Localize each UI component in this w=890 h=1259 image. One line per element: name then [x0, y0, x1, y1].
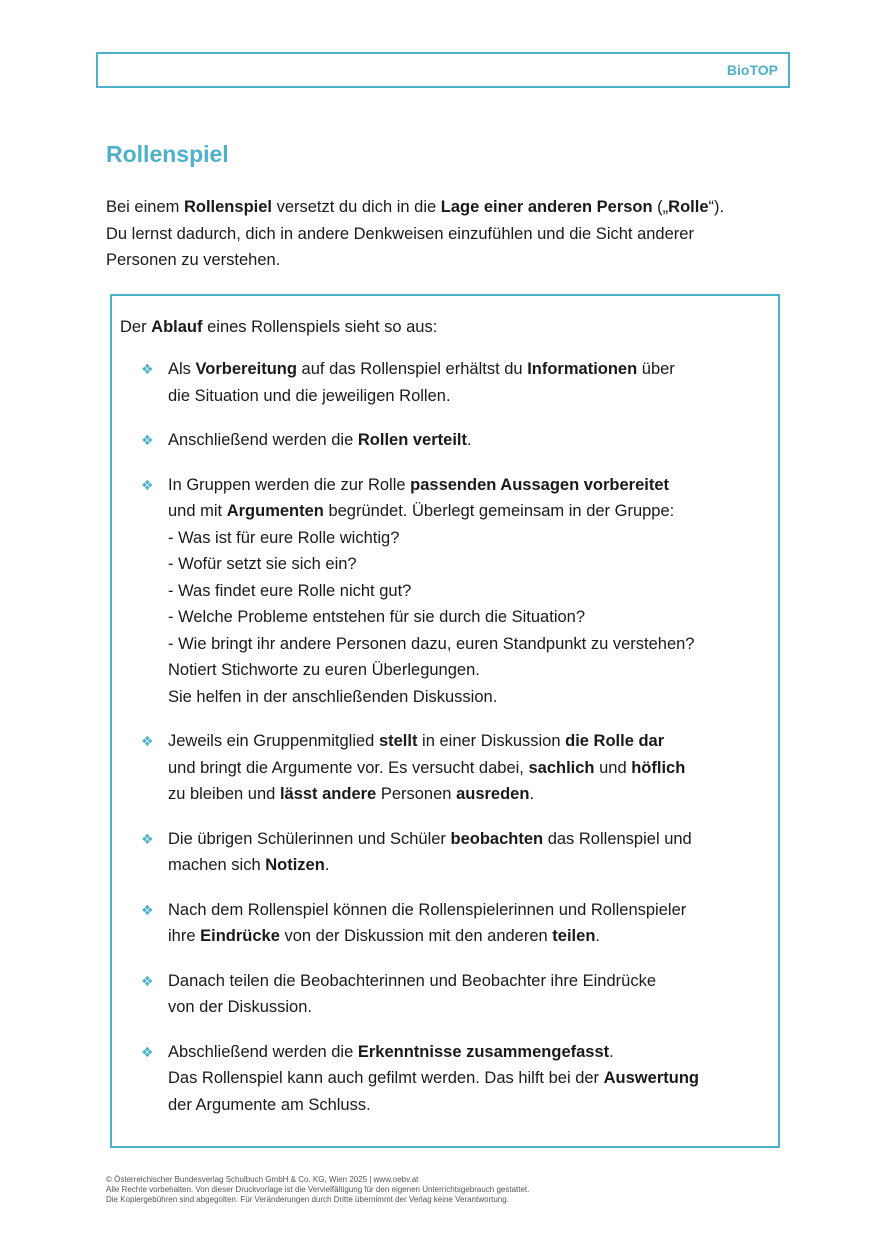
text-line	[168, 994, 778, 1021]
text-line	[168, 1092, 778, 1119]
text-line	[168, 968, 778, 995]
text-run: von der Diskussion.	[168, 998, 312, 1016]
bold-term: ausreden	[456, 785, 530, 803]
text-run: Jeweils ein Gruppenmitglied	[168, 732, 379, 750]
text-run: - Was findet eure Rolle nicht gut?	[168, 581, 412, 600]
intro-paragraph	[106, 194, 806, 274]
procedure-box	[110, 294, 780, 1148]
bold-term: Lage einer anderen Person	[440, 198, 653, 216]
diamond-cluster-icon: ❖	[141, 361, 154, 377]
text-line	[168, 897, 778, 924]
diamond-cluster-icon: ❖	[141, 901, 154, 918]
text-line	[168, 578, 778, 605]
text-run: die Situation und die jeweiligen Rollen.	[168, 386, 451, 405]
procedure-step	[112, 472, 778, 711]
bold-term: die Rolle dar	[565, 732, 665, 750]
text-run: “).	[708, 198, 725, 216]
copyright-footer	[106, 1175, 529, 1205]
bold-term: Rollenspiel	[183, 198, 272, 216]
procedure-step	[112, 897, 778, 950]
text-run: Du lernst dadurch, dich in andere Denkweisen einzufühlen und die Sicht anderer	[106, 224, 694, 243]
bold-term: stellt	[378, 732, 418, 750]
text-line	[106, 194, 806, 221]
bold-term: Rollen verteilt	[357, 431, 467, 449]
text-run: - Welche Probleme entstehen für sie durch die Situation?	[168, 608, 586, 626]
procedure-step	[112, 728, 778, 808]
procedure-step	[112, 1039, 778, 1119]
text-line	[168, 728, 778, 755]
footer-line: © Österreichischer Bundesverlag Schulbuch GmbH & Co. KG, Wien 2025 | www.oebv.at	[106, 1175, 419, 1184]
text-line	[168, 427, 778, 454]
text-run: - Wofür setzt sie sich ein?	[168, 555, 357, 573]
text-run: Als	[168, 360, 196, 378]
page-title: Rollenspiel	[106, 141, 229, 167]
diamond-cluster-icon: ❖	[141, 830, 154, 847]
text-run: machen sich	[168, 856, 266, 874]
text-run: begründet. Überlegt gemeinsam in der Gruppe:	[323, 502, 675, 520]
bold-term: Vorbereitung	[195, 360, 297, 378]
text-run: Sie helfen in der anschließenden Diskussion.	[168, 687, 498, 706]
text-line	[168, 657, 778, 684]
text-run: .	[595, 927, 600, 945]
diamond-cluster-icon: ❖	[141, 733, 154, 749]
text-run: auf das Rollenspiel erhältst du	[296, 360, 528, 378]
text-line	[168, 826, 778, 853]
text-line	[120, 314, 437, 341]
text-line	[168, 923, 778, 950]
text-run: Das Rollenspiel kann auch gefilmt werden. Das hilft bei der	[168, 1069, 604, 1087]
bold-term: Auswertung	[603, 1069, 699, 1087]
text-run: von der Diskussion mit den anderen	[279, 927, 553, 945]
text-run: In Gruppen werden die zur Rolle	[168, 475, 411, 494]
text-line	[168, 684, 778, 711]
diamond-cluster-icon: ❖	[141, 432, 154, 448]
text-line	[106, 221, 806, 248]
diamond-cluster-icon: ❖	[141, 1043, 154, 1060]
bold-term: Informationen	[527, 360, 638, 378]
text-run: Bei einem	[106, 198, 184, 216]
bold-term: höflich	[631, 758, 686, 777]
text-run: der Argumente am Schluss.	[168, 1095, 371, 1114]
text-run: das Rollenspiel und	[543, 829, 692, 848]
text-run: Personen	[376, 785, 457, 803]
bold-term: Ablauf	[151, 318, 203, 336]
text-run: und mit	[168, 502, 227, 520]
text-run: Nach dem Rollenspiel können die Rollenspielerinnen und Rollenspieler	[168, 900, 687, 919]
text-run: in einer Diskussion	[417, 732, 566, 750]
text-run: Danach teilen die Beobachterinnen und Beobachter ihre Eindrücke	[168, 971, 656, 990]
text-run: und	[594, 758, 632, 777]
text-run: versetzt du dich in die	[272, 198, 441, 216]
bold-term: teilen	[552, 927, 596, 945]
text-run: und bringt die Argumente vor. Es versucht dabei,	[168, 758, 529, 777]
text-run: - Wie bringt ihr andere Personen dazu, euren Standpunkt zu verstehen?	[168, 634, 695, 653]
procedure-steps	[112, 356, 778, 1136]
text-run: Der	[120, 318, 152, 336]
text-run: Abschließend werden die	[168, 1042, 358, 1061]
text-run: Anschließend werden die	[168, 431, 358, 449]
bold-term: Rolle	[668, 198, 709, 216]
bold-term: lässt andere	[279, 785, 377, 803]
text-run: Die übrigen Schülerinnen und Schüler	[168, 829, 451, 848]
text-line	[168, 472, 778, 499]
text-run: .	[529, 785, 535, 803]
text-line	[168, 1065, 778, 1092]
text-line	[168, 604, 778, 631]
text-line	[168, 551, 778, 578]
footer-line: Die Kopiergebühren sind abgegolten. Für Veränderungen durch Dritte übernimmt der Verlag keine Verantwortung.	[106, 1195, 509, 1204]
procedure-intro	[120, 314, 437, 341]
procedure-step	[112, 968, 778, 1021]
text-run: („	[652, 198, 669, 216]
bold-term: Notizen	[265, 856, 325, 874]
text-run: .	[609, 1042, 614, 1061]
text-line	[168, 383, 778, 410]
bold-term: Eindrücke	[200, 927, 280, 945]
text-run: - Was ist für eure Rolle wichtig?	[168, 528, 400, 547]
header-bar	[96, 52, 790, 88]
text-line	[168, 852, 778, 879]
text-run: eines Rollenspiels sieht so aus:	[202, 318, 438, 336]
text-line	[168, 1039, 778, 1066]
procedure-step	[112, 826, 778, 879]
text-run: ihre	[168, 927, 201, 945]
text-line	[106, 247, 806, 274]
procedure-step	[112, 356, 778, 409]
footer-line: Alle Rechte vorbehalten. Von dieser Druckvorlage ist die Vervielfältigung für den eigenen Unterrichtsgebrauch gestattet.	[106, 1185, 530, 1194]
text-line	[168, 356, 778, 383]
bold-term: passenden Aussagen vorbereitet	[410, 475, 670, 494]
text-line	[168, 631, 778, 658]
text-run: Personen zu verstehen.	[106, 251, 281, 269]
text-line	[168, 498, 778, 525]
text-line	[168, 781, 778, 808]
diamond-cluster-icon: ❖	[141, 476, 154, 493]
text-run: Notiert Stichworte zu euren Überlegungen.	[168, 661, 480, 679]
brand-label: BioTOP	[726, 62, 778, 78]
diamond-cluster-icon: ❖	[141, 972, 154, 989]
procedure-step	[112, 427, 778, 454]
bold-term: sachlich	[528, 758, 595, 777]
text-run: .	[467, 431, 472, 449]
text-line	[168, 525, 778, 552]
bold-term: Argumenten	[226, 502, 324, 520]
text-run: über	[637, 360, 675, 378]
text-line	[168, 755, 778, 782]
bold-term: Erkenntnisse zusammengefasst	[357, 1042, 610, 1061]
text-run: .	[324, 856, 330, 874]
text-run: zu bleiben und	[168, 785, 280, 803]
bold-term: beobachten	[450, 829, 544, 848]
